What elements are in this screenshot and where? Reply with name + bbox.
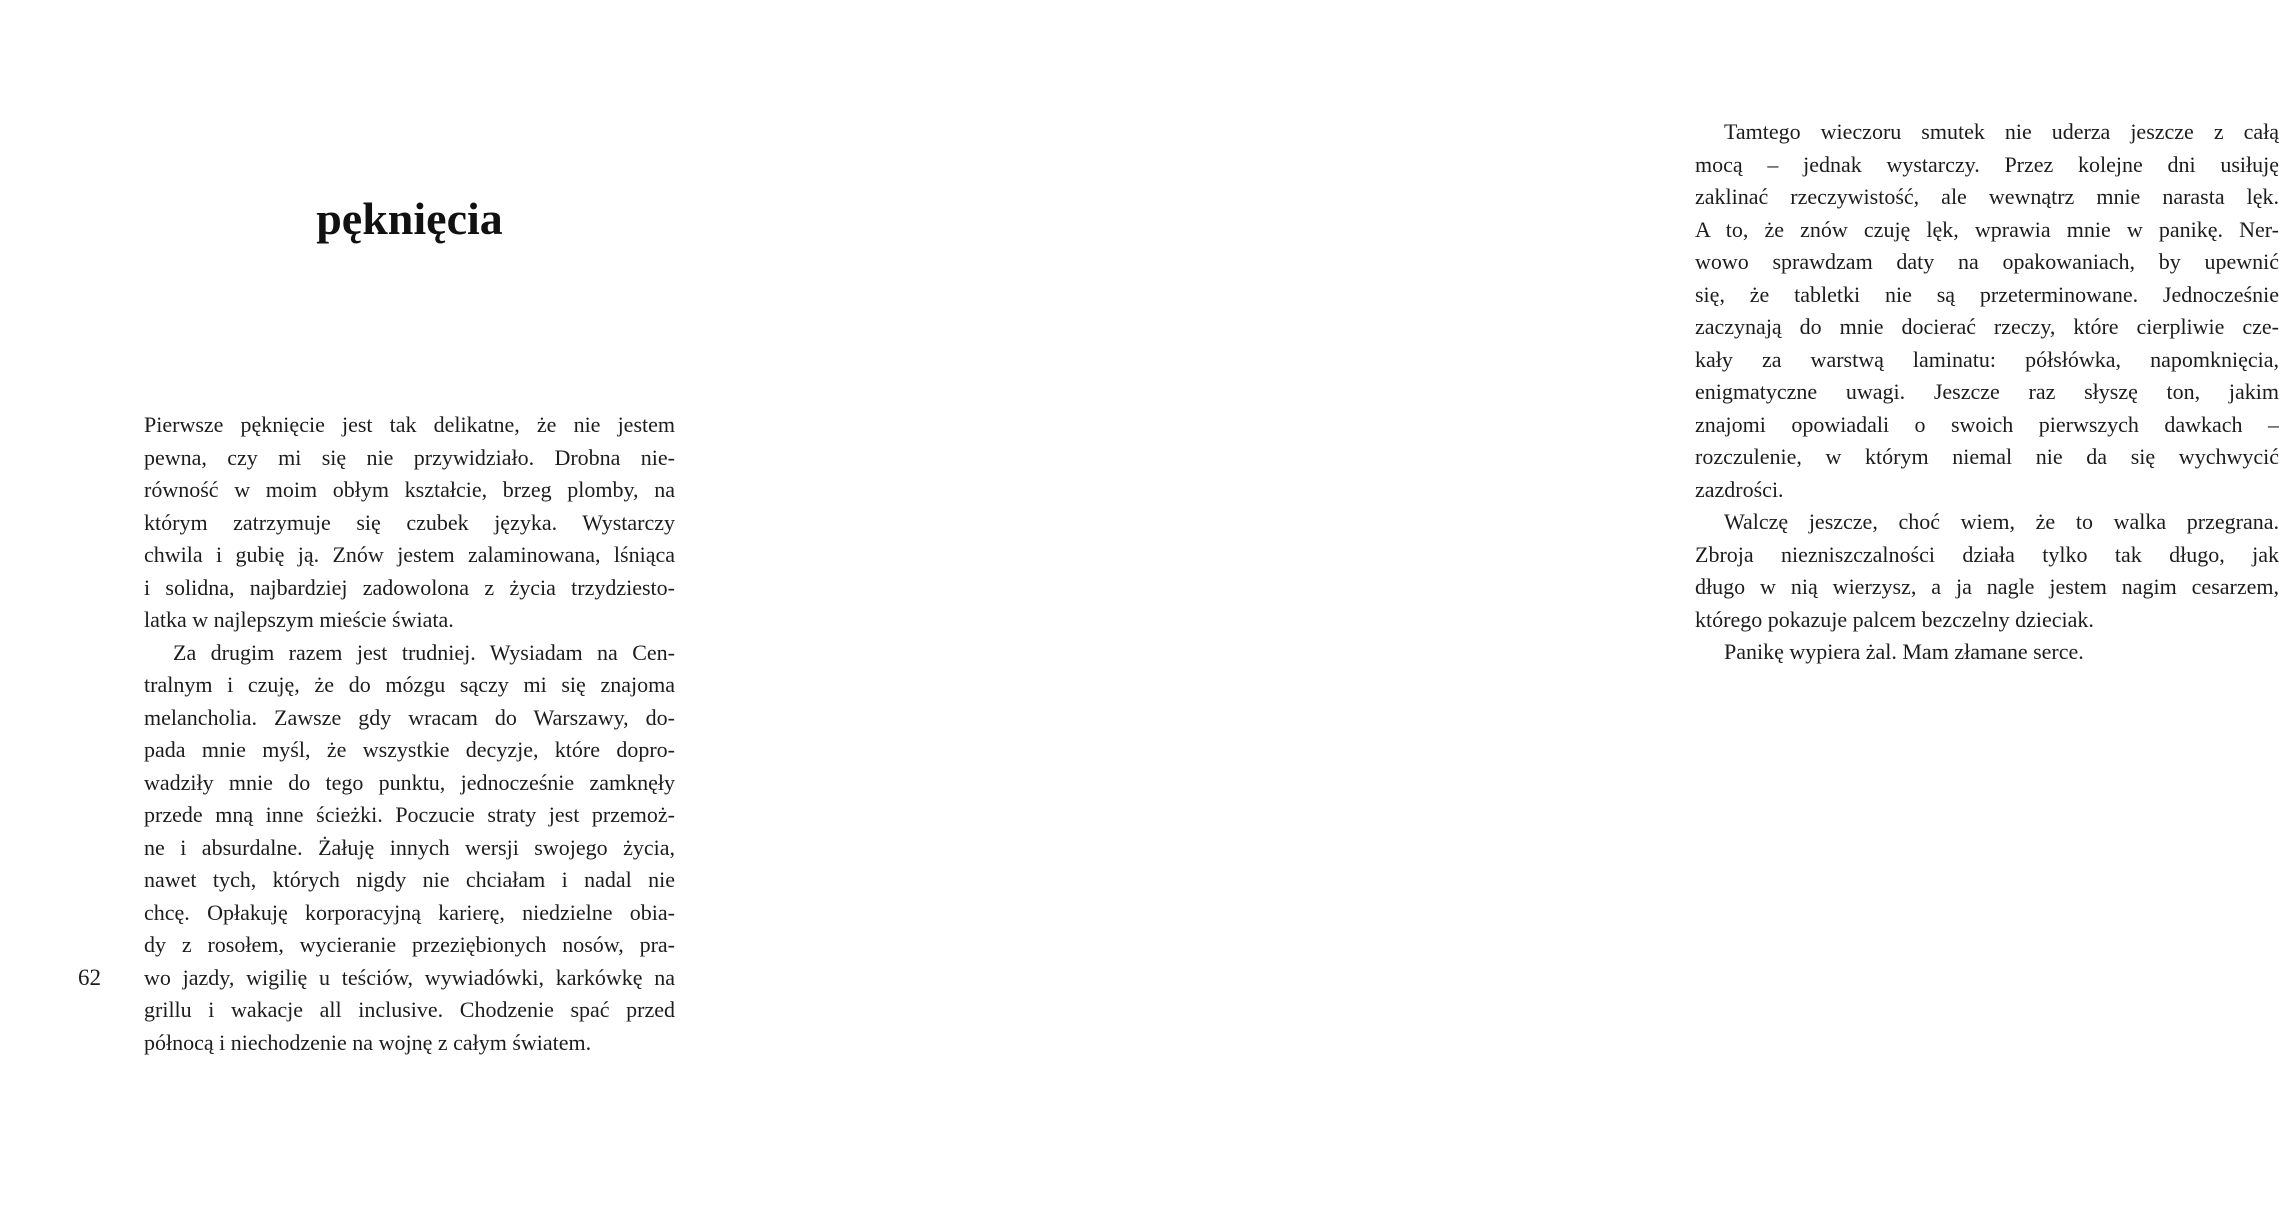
text-line: Za drugim razem jest trudniej. Wysiadam na Cen- [173,639,675,665]
text-line: enigmatyczne uwagi. Jeszcze raz słyszę ton, jakim [1695,379,2279,404]
text-line: długo w nią wierzysz, a ja nagle jestem nagim cesarzem, [1695,574,2279,599]
text-line: zaczynają do mnie docierać rzeczy, które cierpliwie cze- [1695,314,2279,339]
text-line: się, że tabletki nie są przeterminowane. Jednocześnie [1695,281,2279,307]
text-line: i solidna, najbardziej zadowolona z życia trzydziesto- [144,574,675,600]
text-line: Zbroja niezniszczalności działa tylko tak długo, jak [1695,541,2279,567]
text-line: przede mną inne ścieżki. Poczucie straty jest przemoż- [144,802,675,827]
text-line: kały za warstwą laminatu: półsłówka, napomknięcia, [1695,346,2279,372]
page-right [797,0,2279,1211]
text-line: zaklinać rzeczywistość, ale wewnątrz mnie narasta lęk. [1695,184,2279,209]
text-line: którego pokazuje palcem bezczelny dzieciak. [1695,606,2094,632]
text-line: rozczulenie, w którym niemal nie da się wychwycić [1695,444,2279,469]
page-left [0,0,797,1211]
text-line: znajomi opowiadali o swoich pierwszych dawkach – [1695,411,2279,437]
text-line: chwila i gubię ją. Znów jestem zalaminowana, lśniąca [144,542,675,567]
text-line: zazdrości. [1695,476,1784,502]
text-line: dy z rosołem, wycieranie przeziębionych nosów, pra- [144,932,675,957]
page-number: 62 [78,965,101,990]
left-page-body-text [144,409,675,1059]
text-line: Tamtego wieczoru smutek nie uderza jeszcze z całą [1724,119,2279,144]
text-line: północą i niechodzenie na wojnę z całym światem. [144,1029,592,1055]
text-line: tralnym i czuję, że do mózgu sączy mi się znajoma [144,672,675,697]
paragraph [1695,116,2279,506]
text-line: równość w moim obłym kształcie, brzeg plomby, na [144,477,675,502]
text-line: A to, że znów czuję lęk, wprawia mnie w panikę. Ner- [1695,216,2279,242]
text-line: grillu i wakacje all inclusive. Chodzenie spać przed [144,997,675,1022]
text-line: latka w najlepszym mieście świata. [144,607,454,632]
text-line: chcę. Opłakuję korporacyjną karierę, niedzielne obia- [144,899,675,925]
text-line: wowo sprawdzam daty na opakowaniach, by upewnić [1695,249,2279,274]
paragraph [1695,636,2279,669]
text-line: nawet tych, których nigdy nie chciałam i nadal nie [144,867,675,892]
paragraph [144,637,675,1060]
right-page-body-text [1695,116,2279,669]
text-line: mocą – jednak wystarczy. Przez kolejne dni usiłuję [1695,151,2279,177]
text-line: melancholia. Zawsze gdy wracam do Warszawy, do- [144,704,675,730]
text-line: Pierwsze pęknięcie jest tak delikatne, że nie jestem [144,412,675,437]
text-line: Panikę wypiera żal. Mam złamane serce. [1724,639,2084,664]
text-line: Walczę jeszcze, choć wiem, że to walka przegrana. [1724,509,2279,534]
text-line: wo jazdy, wigilię u teściów, wywiadówki, karkówkę na [144,964,675,990]
text-line: którym zatrzymuje się czubek języka. Wystarczy [144,509,675,535]
paragraph [144,409,675,637]
text-line: pada mnie myśl, że wszystkie decyzje, które dopro- [144,737,675,762]
text-line: wadziły mnie do tego punktu, jednocześnie zamknęły [144,769,675,795]
text-line: pewna, czy mi się nie przywidziało. Drobna nie- [144,444,675,470]
chapter-title: pęknięcia [316,193,503,244]
paragraph [1695,506,2279,636]
text-line: ne i absurdalne. Żałuję innych wersji swojego życia, [144,834,675,860]
